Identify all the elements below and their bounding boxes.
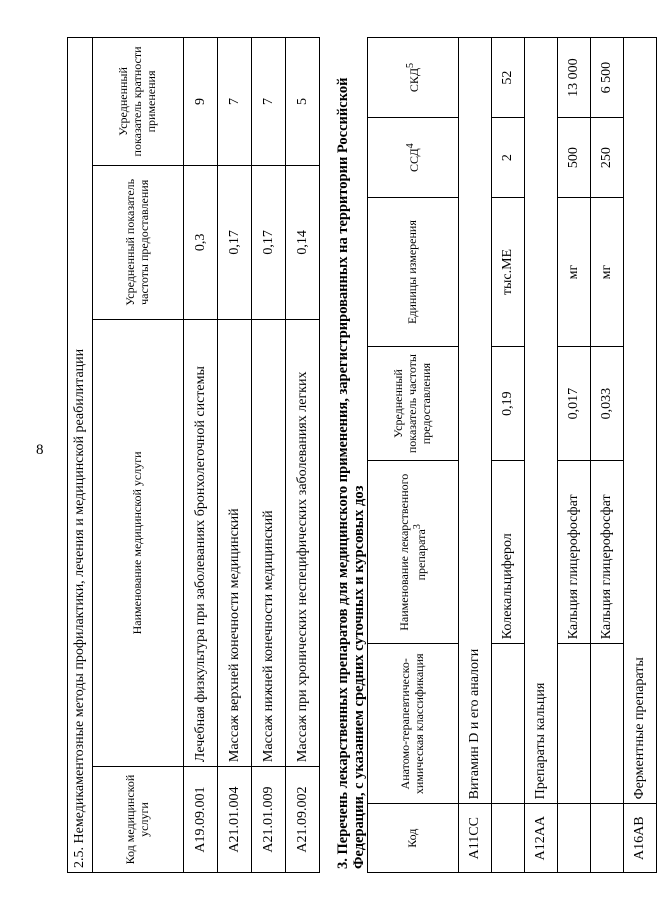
page-number: 8 <box>36 442 44 458</box>
table-row <box>184 38 218 873</box>
drug-name: Колекальциферол <box>492 461 525 644</box>
header-skd <box>368 38 459 118</box>
drug-frequency: 0,033 <box>591 346 624 460</box>
service-name: Массаж верхней конечности медицинский <box>218 319 252 766</box>
service-frequency: 0,14 <box>286 165 320 319</box>
header-ssd-footnote: 4 <box>404 143 416 149</box>
header-frequency: Усредненный показатель частоты предоставления <box>93 165 184 319</box>
rotated-sheet <box>67 35 647 875</box>
drug-frequency: 0,19 <box>492 346 525 460</box>
service-code: A21.01.009 <box>252 767 286 873</box>
table-row <box>252 38 286 873</box>
header-drug <box>368 461 459 644</box>
service-multiplicity: 9 <box>184 38 218 166</box>
drug-name: Кальция глицерофосфат <box>591 461 624 644</box>
header-drug-label: Наименование лекарственного препарата <box>396 473 428 631</box>
header-service-name: Наименование медицинской услуги <box>93 319 184 766</box>
table-row <box>624 38 657 873</box>
header-atc: Анатомо-терапевтическо-химическая классификация <box>368 644 459 804</box>
table-row <box>459 38 492 873</box>
drug-ssd: 500 <box>558 118 591 198</box>
table-row <box>591 38 624 873</box>
atc-group <box>591 644 624 804</box>
atc-group: Ферментные препараты <box>624 38 657 804</box>
atc-group <box>492 644 525 804</box>
drug-code: A16AB <box>624 804 657 873</box>
service-frequency: 0,3 <box>184 165 218 319</box>
service-multiplicity: 7 <box>218 38 252 166</box>
service-frequency: 0,17 <box>252 165 286 319</box>
drug-code <box>492 804 525 873</box>
drug-skd: 6 500 <box>591 38 624 118</box>
section-title-row <box>68 38 93 873</box>
service-name: Лечебная физкультура при заболеваниях бронхолегочной системы <box>184 319 218 766</box>
services-table <box>67 37 320 873</box>
table-row <box>525 38 558 873</box>
header-frequency: Усредненный показатель частоты предоставления <box>368 346 459 460</box>
drug-code: A11CC <box>459 804 492 873</box>
drug-skd: 52 <box>492 38 525 118</box>
drug-skd: 13 000 <box>558 38 591 118</box>
header-skd-footnote: 5 <box>404 62 416 68</box>
table-row <box>492 38 525 873</box>
service-code: A21.09.002 <box>286 767 320 873</box>
header-ssd-label: ССД <box>406 148 421 172</box>
drug-units: мг <box>591 198 624 347</box>
section-2-5-title: 2.5. Немедикаментозные методы профилактики, лечения и медицинской реабилитации <box>68 38 93 873</box>
atc-group: Витамин D и его аналоги <box>459 38 492 804</box>
drug-code: A12AA <box>525 804 558 873</box>
drug-ssd: 250 <box>591 118 624 198</box>
table-row <box>286 38 320 873</box>
header-skd-label: СКД <box>406 67 421 93</box>
header-code: Код <box>368 804 459 873</box>
drug-ssd: 2 <box>492 118 525 198</box>
drug-code <box>591 804 624 873</box>
table-row <box>218 38 252 873</box>
service-code: A19.09.001 <box>184 767 218 873</box>
atc-group <box>558 644 591 804</box>
header-units: Единицы измерения <box>368 198 459 347</box>
service-multiplicity: 5 <box>286 38 320 166</box>
header-ssd <box>368 118 459 198</box>
header-drug-footnote: 3 <box>411 524 423 530</box>
drugs-header-row <box>368 38 459 873</box>
atc-group: Препараты кальция <box>525 38 558 804</box>
section-3-heading: 3. Перечень лекарственных препаратов для медицинского применения, зарегистрированных на территории Российской Федерации, с указанием средних суточных и курсовых доз <box>335 77 367 869</box>
service-code: A21.01.004 <box>218 767 252 873</box>
service-name: Массаж при хронических неспецифических заболеваниях легких <box>286 319 320 766</box>
service-frequency: 0,17 <box>218 165 252 319</box>
drug-units: тыс.МЕ <box>492 198 525 347</box>
header-multiplicity: Усредненный показатель кратности применения <box>93 38 184 166</box>
service-name: Массаж нижней конечности медицинский <box>252 319 286 766</box>
drug-units: мг <box>558 198 591 347</box>
drug-code <box>558 804 591 873</box>
table-row <box>558 38 591 873</box>
service-multiplicity: 7 <box>252 38 286 166</box>
drug-frequency: 0,017 <box>558 346 591 460</box>
services-header-row <box>93 38 184 873</box>
drugs-table <box>367 37 657 873</box>
header-service-code: Код медицинской услуги <box>93 767 184 873</box>
drug-name: Кальция глицерофосфат <box>558 461 591 644</box>
